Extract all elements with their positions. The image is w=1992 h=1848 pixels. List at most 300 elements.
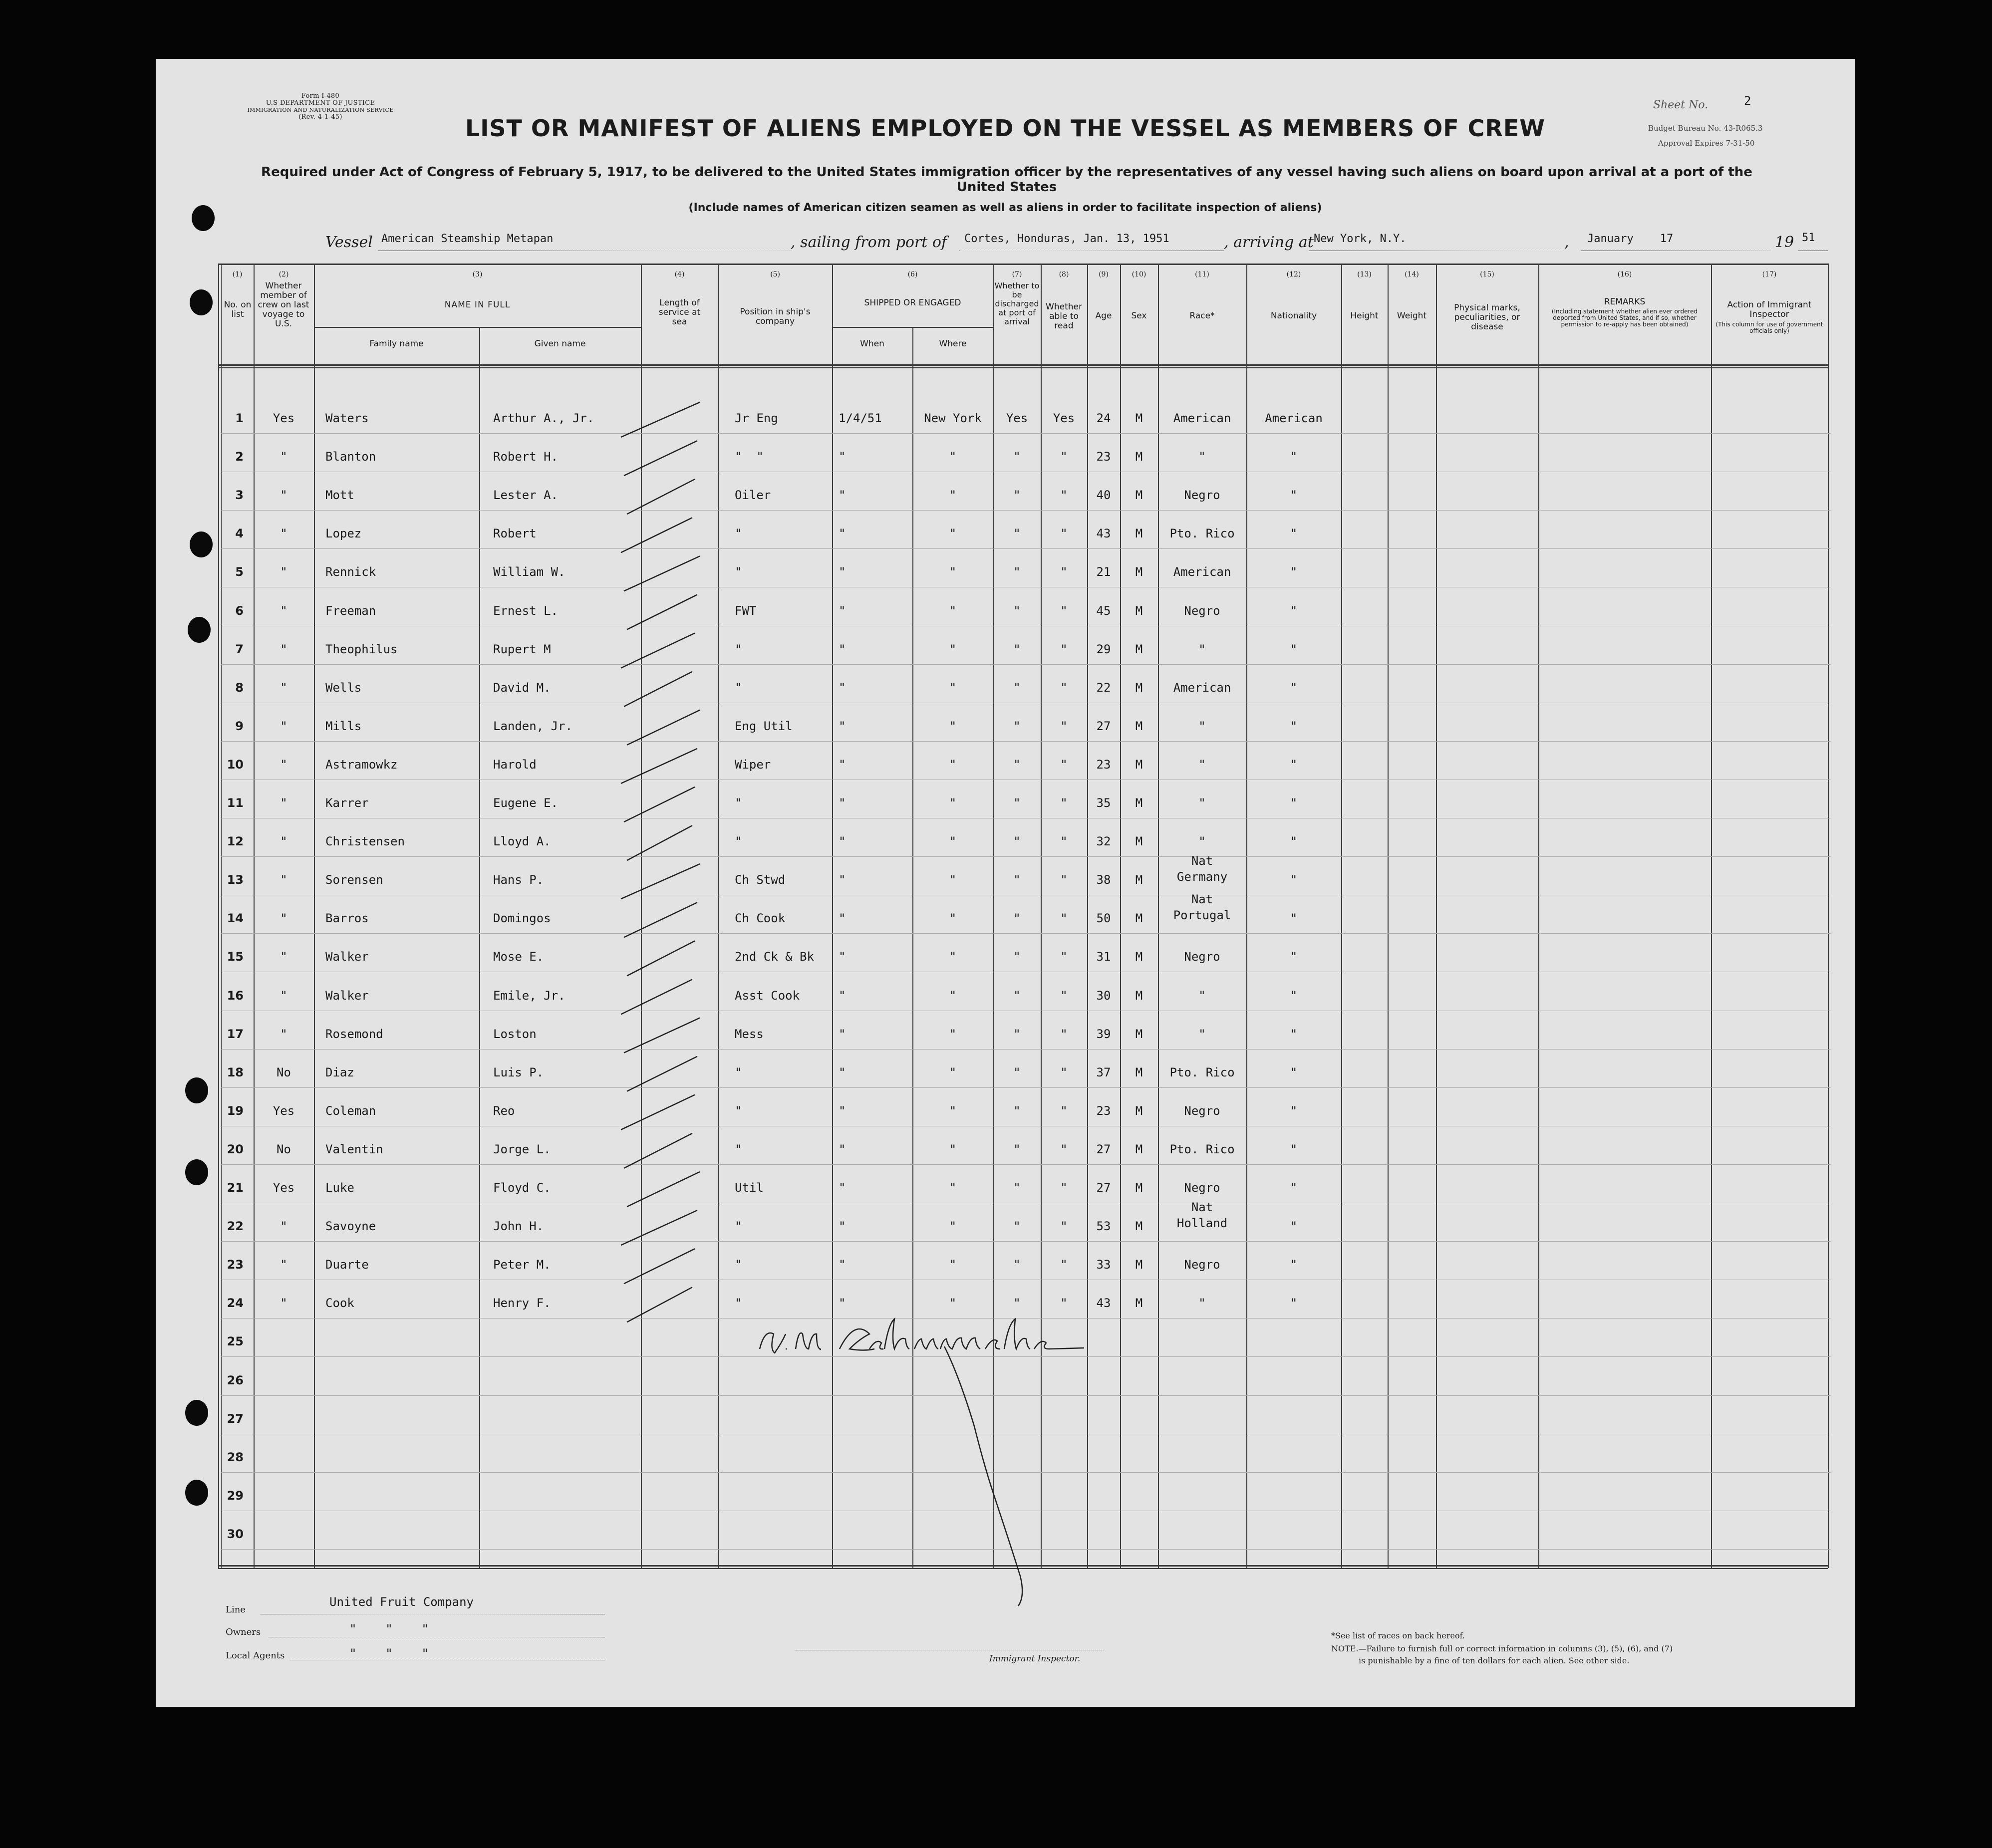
cell-age: 29 [1096,642,1111,656]
cell-read: " [1060,680,1068,695]
cell-given: Mose E. [493,950,544,964]
cell-age: 33 [1096,1258,1111,1272]
slash-mark [624,1018,700,1053]
cell-crew: " [280,757,287,772]
cell-race: Nat [1191,1200,1213,1215]
cell-when: " [839,911,846,926]
cell-read: " [1060,565,1068,579]
cell-nat: " [1290,1065,1298,1079]
subtitle: Required under Act of Congress of February 5, 1917, to be delivered to the United States immigration officer by the representatives of any vessel having such aliens on board upon arrival at a port of the United States [261,165,1752,195]
service: IMMIGRATION AND NATURALIZATION SERVICE [247,107,394,113]
slash-mark [627,595,697,630]
row-number: 30 [227,1527,244,1541]
cell-where: " [949,1103,957,1118]
line-label: Line [226,1604,246,1615]
vessel-label: Vessel [325,234,373,251]
slash-mark [627,1287,692,1322]
cell-age: 30 [1096,988,1111,1003]
cell-sex: M [1135,488,1143,503]
cell-nat: " [1290,873,1298,887]
cell-race: Nat [1191,854,1213,868]
cell-crew: " [280,796,287,810]
cell-age: 43 [1096,1296,1111,1311]
cell-family: Diaz [325,1065,354,1079]
cell-sex: M [1135,1065,1143,1079]
row-number: 7 [235,642,244,656]
cell-age: 32 [1096,834,1111,849]
cell-position: " [735,1103,742,1118]
cell-position: Wiper [735,757,771,772]
cell-given: John H. [493,1219,544,1234]
cell-given: Reo [493,1103,515,1118]
col16-num: (16) [1617,270,1632,278]
cell-position: " [735,642,742,656]
cell-nat: " [1290,1142,1298,1156]
cell-disch: " [1013,757,1021,772]
cell-read: " [1060,527,1068,541]
cell-crew: " [280,603,287,618]
cell-position: 2nd Ck & Bk [735,950,814,964]
punch-hole [192,205,215,231]
cell-where: " [949,565,957,579]
cell-where: " [949,1258,957,1272]
cell-age: 39 [1096,1027,1111,1041]
slash-mark [621,518,692,552]
penalty-note-1: NOTE.—Failure to furnish full or correct information in columns (3), (5), (6), and (7) [1331,1644,1673,1653]
cell-where: " [949,1065,957,1079]
cell-nat: " [1290,719,1298,733]
cell-position: Eng Util [735,719,793,733]
cell-family: Christensen [325,834,405,849]
revision: (Rev. 4-1-45) [298,113,342,121]
cell-crew: " [280,488,287,503]
row-number: 4 [235,527,244,541]
cell-sex: M [1135,1258,1143,1272]
arrival-date: January 17 [1587,233,1674,245]
row-number: 22 [227,1219,244,1234]
cell-when: " [839,603,846,618]
approval-expires: Approval Expires 7-31-50 [1658,139,1755,148]
budget-bureau: Budget Bureau No. 43-R065.3 [1648,124,1763,133]
cell-read: " [1060,603,1068,618]
cell-read: " [1060,719,1068,733]
cell-crew: " [280,642,287,656]
cell-race: American [1173,565,1231,579]
punch-hole [188,617,211,643]
cell-sex: M [1135,1181,1143,1195]
cell-sex: M [1135,1103,1143,1118]
cell-disch: " [1013,719,1021,733]
punch-hole [185,1077,208,1103]
cell-position: " [735,1258,742,1272]
row-number: 1 [235,411,244,425]
cell-where: " [949,796,957,810]
cell-given: Luis P. [493,1065,544,1079]
cell-age: 23 [1096,450,1111,464]
cell-crew: " [280,1027,287,1041]
cell-disch: " [1013,450,1021,464]
col8-header: Whether able to read [1046,302,1082,331]
cell-given: Loston [493,1027,537,1041]
row-number: 3 [235,488,244,503]
form-number: Form I-480 [301,92,340,100]
cell-race: Pto. Rico [1169,527,1235,541]
cell-age: 37 [1096,1065,1111,1079]
cell-read: " [1060,834,1068,849]
cell-given: Rupert M [493,642,551,656]
col16-header: REMARKS [1604,297,1646,307]
cell-nat: " [1290,1103,1298,1118]
cell-family: Blanton [325,450,376,464]
cell-read: " [1060,450,1068,464]
col14-num: (14) [1405,270,1419,278]
row-number: 8 [235,680,244,695]
cell-race: " [1198,757,1206,772]
cell-family: Walker [325,950,369,964]
line-value: United Fruit Company [329,1595,474,1609]
cell-age: 31 [1096,950,1111,964]
cell-position: " " [735,450,764,464]
inspector-label: Immigrant Inspector. [989,1654,1081,1664]
cell-sex: M [1135,873,1143,887]
cell-where: " [949,603,957,618]
cell-crew: No [277,1065,291,1079]
col9-num: (9) [1099,270,1109,278]
cell-read: " [1060,488,1068,503]
cell-position: Ch Cook [735,911,786,926]
col8-num: (8) [1059,270,1069,278]
row-number: 12 [227,834,244,849]
cell-sex: M [1135,911,1143,926]
cell-crew: No [277,1142,291,1156]
sheet-label: Sheet No. [1653,99,1708,111]
cell-sex: M [1135,642,1143,656]
cell-position: FWT [735,603,757,618]
cell-sex: M [1135,796,1143,810]
cell-where: " [949,950,957,964]
cell-read: " [1060,873,1068,887]
col1-num: (1) [232,270,243,278]
cell-when: " [839,796,846,810]
cell-race: " [1198,834,1206,849]
cell-nat: " [1290,1219,1298,1234]
cell-race: " [1198,719,1206,733]
cell-nat: " [1290,950,1298,964]
cell-disch: " [1013,527,1021,541]
cell-race: Negro [1184,950,1220,964]
cell-age: 43 [1096,527,1111,541]
cell-race: Negro [1184,488,1220,503]
cell-sex: M [1135,757,1143,772]
cell-given: Peter M. [493,1258,551,1272]
col13-num: (13) [1357,270,1372,278]
cell-when: " [839,719,846,733]
punch-hole [185,1159,208,1185]
subnote: (Include names of American citizen seamen as well as aliens in order to facilitate inspection of aliens) [688,202,1322,214]
cell-crew: " [280,1258,287,1272]
cell-nat: " [1290,450,1298,464]
cell-crew: " [280,873,287,887]
slash-mark [624,902,697,937]
cell-disch: " [1013,988,1021,1003]
cell-nat: " [1290,757,1298,772]
cell-race: " [1198,642,1206,656]
cell-disch: " [1013,873,1021,887]
cell-when: " [839,450,846,464]
cell-crew: " [280,450,287,464]
inspector-signature [760,1319,1084,1606]
cell-where: " [949,1219,957,1234]
col1-header: No. on list [224,300,252,319]
arrival-port: New York, N.Y. [1314,233,1407,245]
cell-when: " [839,1142,846,1156]
cell-disch: " [1013,1181,1021,1195]
cell-when: " [839,565,846,579]
cell-family: Waters [325,411,369,425]
cell-when: " [839,1258,846,1272]
slash-mark [627,479,695,514]
cell-where: " [949,834,957,849]
col15-header: Physical marks, peculiarities, or disease [1454,303,1520,332]
cell-given: Jorge L. [493,1142,551,1156]
cell-age: 45 [1096,603,1111,618]
col3-header: NAME IN FULL [444,300,511,310]
cell-position: " [735,1219,742,1234]
slash-mark [621,749,697,784]
cell-race: " [1198,988,1206,1003]
page-title: LIST OR MANIFEST OF ALIENS EMPLOYED ON THE VESSEL AS MEMBERS OF CREW [465,115,1545,142]
cell-family: Lopez [325,527,362,541]
cell-read: " [1060,1258,1068,1272]
row-number: 16 [227,988,244,1003]
cell-where: " [949,911,957,926]
cell-age: 38 [1096,873,1111,887]
cell-age: 27 [1096,1181,1111,1195]
cell-nat: " [1290,603,1298,618]
cell-where: " [949,642,957,656]
row-number: 14 [227,911,244,926]
cell-disch: " [1013,1258,1021,1272]
cell-family: Valentin [325,1142,383,1156]
cell-crew: Yes [273,1103,295,1118]
col17-header: Action of Immigrant Inspector [1727,300,1812,319]
cell-position: " [735,565,742,579]
penalty-note-2: is punishable by a fine of ten dollars for each alien. See other side. [1359,1656,1630,1665]
cell-read: " [1060,1103,1068,1118]
col3-num: (3) [472,270,483,278]
col5-header: Position in ship's company [740,307,811,326]
cell-given: Hans P. [493,873,544,887]
cell-disch: " [1013,1296,1021,1311]
cell-where: " [949,1027,957,1041]
cell-sex: M [1135,1219,1143,1234]
cell-given: Eugene E. [493,796,559,810]
cell-read: " [1060,757,1068,772]
cell-family: Mott [325,488,354,503]
cell-family: Karrer [325,796,369,810]
cell-race: American [1173,411,1231,425]
slash-mark [624,441,697,476]
cell-family: Sorensen [325,873,383,887]
cell-nat: " [1290,1181,1298,1195]
cell-nat: " [1290,680,1298,695]
where-header: Where [939,339,967,349]
cell-disch: " [1013,488,1021,503]
cell-family: Rennick [325,565,376,579]
cell-disch: Yes [1006,411,1028,425]
cell-when: " [839,873,846,887]
cell-disch: " [1013,1065,1021,1079]
when-header: When [860,339,884,349]
cell-nat: " [1290,527,1298,541]
cell-position: Util [735,1181,764,1195]
cell-nat: " [1290,488,1298,503]
cell-read: " [1060,950,1068,964]
col4-header: Length of service at sea [658,298,701,327]
cell-nat: " [1290,642,1298,656]
row-number: 2 [235,450,244,464]
year-prefix: 19 [1775,234,1794,251]
col5-num: (5) [770,270,780,278]
cell-where: New York [924,411,982,425]
cell-where: " [949,488,957,503]
cell-when: " [839,1027,846,1041]
cell-read: " [1060,1219,1068,1234]
punch-hole [185,1400,208,1426]
cell-family: Duarte [325,1258,369,1272]
col13-header: Height [1350,311,1379,321]
cell-when: " [839,1181,846,1195]
cell-disch: " [1013,1103,1021,1118]
cell-position: " [735,1296,742,1311]
cell-position: Oiler [735,488,771,503]
slash-mark [621,633,695,668]
sheet-number: 2 [1744,94,1751,108]
cell-position: " [735,1142,742,1156]
cell-sex: M [1135,1027,1143,1041]
cell-given: Lester A. [493,488,559,503]
cell-race: Pto. Rico [1169,1142,1235,1156]
cell-given: Arthur A., Jr. [493,411,594,425]
cell-position: " [735,527,742,541]
cell-when: 1/4/51 [839,411,882,425]
cell-age: 50 [1096,911,1111,926]
cell-family: Coleman [325,1103,376,1118]
slash-mark [621,864,700,899]
cell-read: " [1060,988,1068,1003]
cell-given: Emile, Jr. [493,988,566,1003]
cell-disch: " [1013,1219,1021,1234]
cell-crew: " [280,1219,287,1234]
cell-sex: M [1135,1142,1143,1156]
col17-num: (17) [1762,270,1777,278]
cell-given: Henry F. [493,1296,551,1311]
col6-num: (6) [907,270,918,278]
cell-position: Mess [735,1027,764,1041]
cell-disch: " [1013,1027,1021,1041]
family-name-header: Family name [369,339,424,349]
cell-read: " [1060,911,1068,926]
slash-mark [624,556,700,591]
punch-hole [190,531,213,557]
cell-crew: " [280,988,287,1003]
cell-race: " [1198,450,1206,464]
cell-read: " [1060,1027,1068,1041]
cell-position: " [735,680,742,695]
service-slash-marks [621,402,700,1322]
cell-when: " [839,1219,846,1234]
cell-disch: " [1013,911,1021,926]
slash-mark [621,1210,697,1245]
row-number: 18 [227,1065,244,1079]
cell-where: " [949,450,957,464]
cell-crew: Yes [273,411,295,425]
cell-nat: American [1265,411,1323,425]
cell-nat: " [1290,988,1298,1003]
row-number: 23 [227,1258,244,1272]
cell-where: " [949,757,957,772]
cell-crew: " [280,527,287,541]
cell-crew: " [280,719,287,733]
row-number: 24 [227,1296,244,1311]
cell-where: " [949,1142,957,1156]
cell-crew: " [280,911,287,926]
cell-where: " [949,873,957,887]
cell-race: Negro [1184,1258,1220,1272]
col9-header: Age [1095,311,1112,321]
cell-disch: " [1013,565,1021,579]
cell-age: 40 [1096,488,1111,503]
cell-when: " [839,1296,846,1311]
row-number: 19 [227,1103,244,1118]
row-number: 26 [227,1373,244,1387]
cell-when: " [839,488,846,503]
punch-hole [185,1480,208,1506]
row-number: 15 [227,950,244,964]
cell-when: " [839,757,846,772]
cell-given: Robert H. [493,450,559,464]
col17-subheader: (This column for use of government officials only) [1715,321,1823,334]
slash-mark [624,672,692,707]
row-number: 20 [227,1142,244,1156]
cell-position: " [735,796,742,810]
cell-family: Luke [325,1181,354,1195]
cell-read: Yes [1053,411,1075,425]
cell-given: Robert [493,527,537,541]
cell-where: " [949,680,957,695]
cell-disch: " [1013,603,1021,618]
cell-crew: Yes [273,1181,295,1195]
row-number: 11 [227,796,244,810]
cell-when: " [839,680,846,695]
cell-read: " [1060,642,1068,656]
cell-position: Asst Cook [735,988,800,1003]
slash-mark [621,402,700,437]
agents-label: Local Agents [226,1650,285,1661]
cell-race-line2: Germany [1176,870,1228,884]
cell-read: " [1060,1181,1068,1195]
col11-header: Race* [1189,311,1215,321]
cell-sex: M [1135,527,1143,541]
cell-family: Rosemond [325,1027,383,1041]
col10-header: Sex [1131,311,1147,321]
given-name-header: Given name [534,339,586,349]
cell-sex: M [1135,719,1143,733]
cell-race: American [1173,680,1231,695]
cell-when: " [839,950,846,964]
cell-sex: M [1135,834,1143,849]
row-number: 9 [235,719,244,733]
